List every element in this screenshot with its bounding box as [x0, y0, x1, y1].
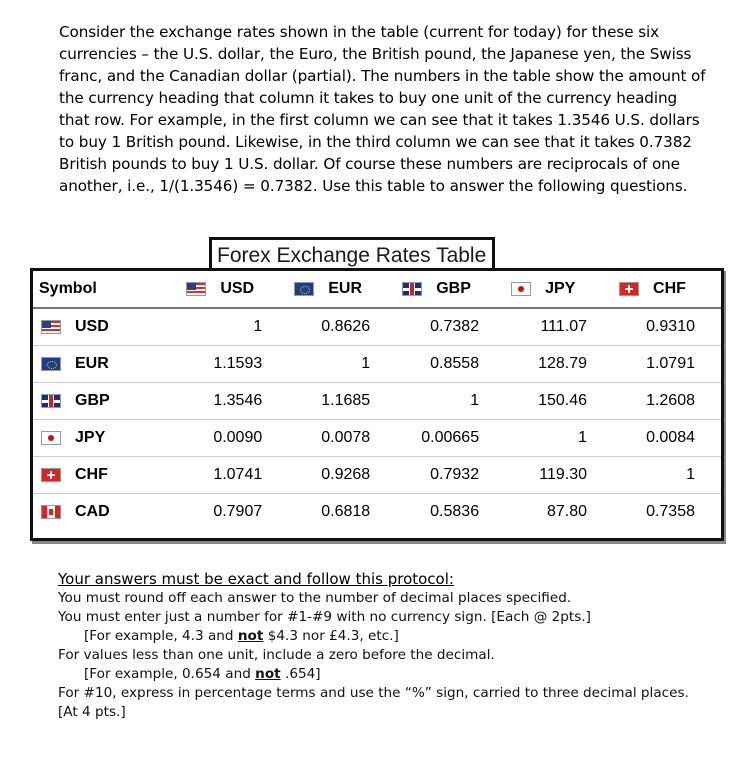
rate-cell: 0.5836 — [430, 503, 480, 520]
table-row — [33, 457, 721, 494]
rate-cell: 1.0741 — [180, 457, 288, 494]
row-symbol-eur — [33, 346, 180, 383]
rate-cell: 1 — [180, 308, 288, 346]
column-header-usd — [180, 271, 288, 308]
table-header-row — [33, 271, 721, 308]
protocol-heading: Your answers must be exact and follow this protocol: — [58, 570, 454, 588]
column-label: CHF — [653, 280, 686, 297]
rate-cell: 87.80 — [546, 503, 588, 520]
row-label: GBP — [75, 392, 110, 409]
jp-flag-icon — [41, 431, 61, 445]
ca-flag-icon — [41, 505, 61, 519]
rate-cell: 0.9268 — [288, 457, 396, 494]
table-row — [33, 308, 721, 346]
table-title: Forex Exchange Rates Table — [209, 237, 495, 269]
protocol-line-leading-zero: For values less than one unit, include a zero before the decimal. — [58, 647, 495, 663]
rate-cell: 1.1685 — [288, 383, 396, 420]
table-row — [33, 383, 721, 420]
rate-cell: 1.0791 — [613, 346, 721, 383]
example-text: [For example, 0.654 and — [84, 666, 256, 682]
column-header-jpy — [505, 271, 613, 308]
rate-cell: 1 — [505, 420, 613, 457]
row-symbol-cad — [33, 494, 180, 531]
rate-cell: 111.07 — [505, 308, 613, 346]
intro-text: Consider the exchange rates shown in the table (current for today) for these six currencies – the U.S. dollar, the Euro, the British pound, the Japanese yen, the Swiss franc, and the Canadian dollar (partial). The numbers in the table show the amount of the currency heading that column it takes to buy one unit of the currency heading that row. For example, in the first column we can see that it takes 1.3546 U.S. dollars to buy 1 British pound. Likewise, in the third column we can see that it takes 0.7382 British pounds to buy 1 U.S. dollar. Of course these numbers are reciprocals of one another, i.e., 1/(1.3546) = 0.7382. Use this table to answer the following questions. — [59, 23, 706, 195]
protocol-line-number-only: You must enter just a number for #1-#9 with no currency sign. [Each @ 2pts.] — [58, 609, 591, 625]
example-text: .654] — [280, 666, 321, 682]
table-row — [33, 346, 721, 383]
gb-flag-icon — [41, 394, 61, 408]
example-text: $4.3 nor £4.3, etc.] — [263, 628, 399, 644]
rate-cell: 1 — [613, 457, 721, 494]
rate-cell: 0.9310 — [613, 308, 721, 346]
row-label: JPY — [75, 429, 106, 446]
rate-cell: 0.7932 — [396, 457, 505, 494]
rate-cell: 1 — [396, 383, 505, 420]
row-symbol-gbp — [33, 383, 180, 420]
ch-flag-icon — [41, 468, 61, 482]
column-label: EUR — [328, 280, 363, 297]
rate-cell: 0.8558 — [396, 346, 505, 383]
rate-cell: 0.7382 — [396, 308, 505, 346]
gb-flag-icon — [402, 282, 422, 296]
protocol-example-currency — [58, 627, 698, 646]
rate-cell: 0.7907 — [213, 503, 263, 520]
column-label: JPY — [545, 280, 576, 297]
table-row — [33, 420, 721, 457]
us-flag-icon — [186, 282, 206, 296]
row-symbol-chf — [33, 457, 180, 494]
emphasis-not: not — [237, 628, 264, 644]
rate-cell: 0.0078 — [288, 420, 396, 457]
rate-cell: 150.46 — [505, 383, 613, 420]
rate-cell: 1 — [288, 346, 396, 383]
rate-cell: 1.2608 — [613, 383, 721, 420]
row-label: CHF — [75, 466, 108, 483]
column-header-chf — [613, 271, 721, 308]
symbol-header: Symbol — [33, 271, 180, 308]
protocol-example-decimal — [58, 665, 698, 684]
eu-flag-icon — [294, 282, 314, 296]
rate-cell: 0.7358 — [646, 503, 695, 520]
example-text: [For example, 4.3 and — [84, 628, 238, 644]
exchange-rate-table — [30, 268, 724, 541]
emphasis-not: not — [255, 666, 281, 682]
intro-paragraph — [59, 21, 709, 197]
column-header-eur — [288, 271, 396, 308]
protocol-line-rounding: You must round off each answer to the number of decimal places specified. — [58, 590, 572, 606]
rate-cell: 1.1593 — [180, 346, 288, 383]
eu-flag-icon — [41, 357, 61, 371]
rate-cell: 0.6818 — [321, 503, 371, 520]
rate-cell: 0.0084 — [613, 420, 721, 457]
rate-cell: 0.00665 — [396, 420, 505, 457]
row-label: CAD — [75, 503, 110, 520]
rate-cell: 0.0090 — [180, 420, 288, 457]
answer-protocol — [58, 570, 698, 722]
rate-cell: 128.79 — [505, 346, 613, 383]
row-symbol-jpy — [33, 420, 180, 457]
row-label: USD — [75, 318, 109, 335]
column-label: GBP — [436, 280, 471, 297]
rate-cell: 0.8626 — [288, 308, 396, 346]
column-header-gbp — [396, 271, 505, 308]
jp-flag-icon — [511, 282, 531, 296]
protocol-line-percentage: For #10, express in percentage terms and use the “%” sign, carried to three decimal places. [At 4 pts.] — [58, 685, 689, 720]
ch-flag-icon — [619, 282, 639, 296]
table-row — [33, 494, 721, 531]
row-symbol-usd — [33, 308, 180, 346]
rate-cell: 119.30 — [505, 457, 613, 494]
column-label: USD — [220, 280, 255, 297]
us-flag-icon — [41, 320, 61, 334]
rate-cell: 1.3546 — [180, 383, 288, 420]
row-label: EUR — [75, 355, 109, 372]
